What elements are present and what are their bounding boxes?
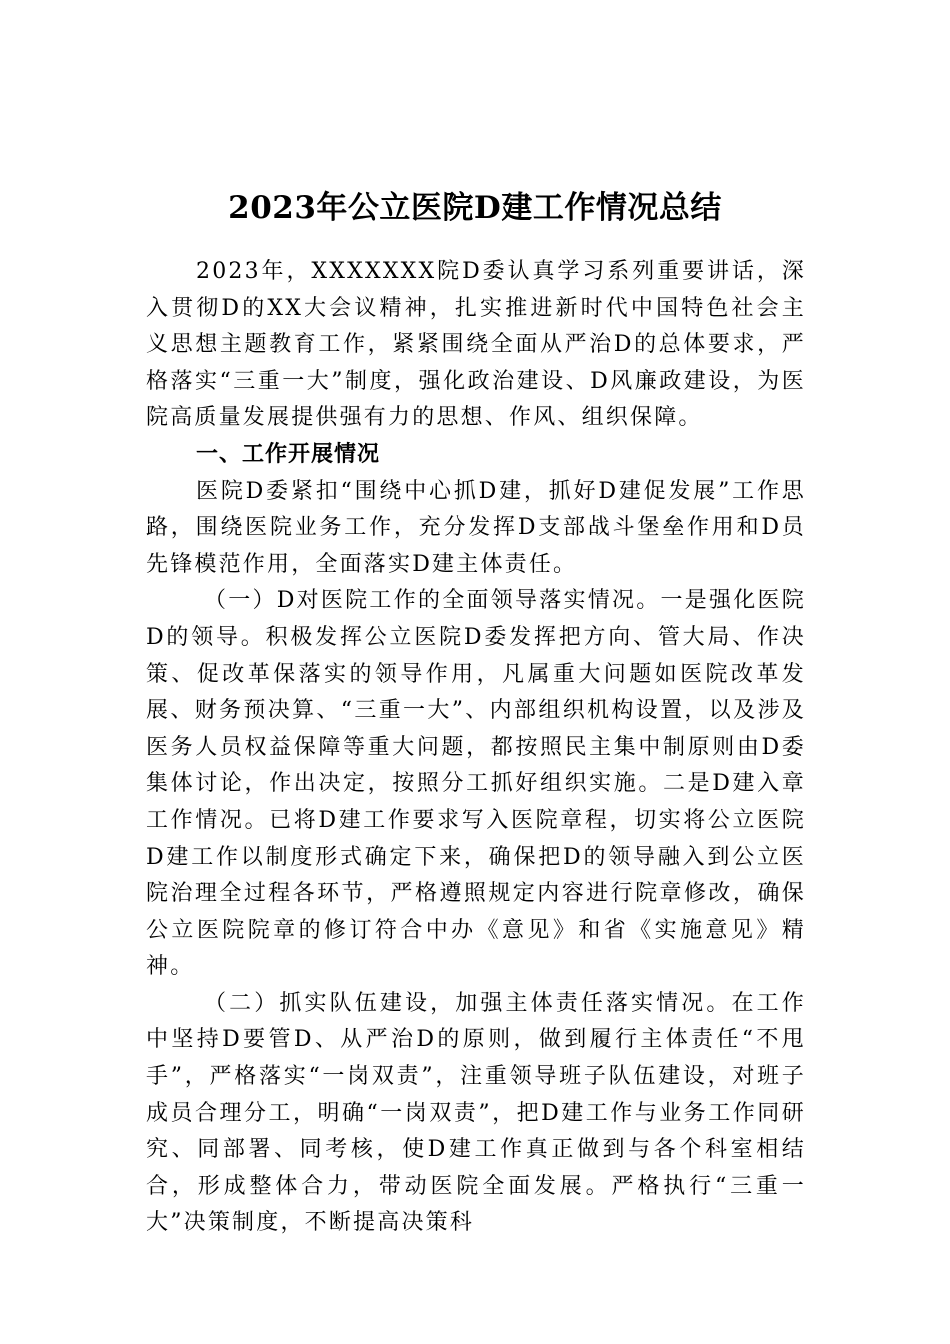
section-heading-work-progress: 一、工作开展情况	[196, 441, 381, 467]
section-intro-paragraph: 医院D委紧扣“围绕中心抓D建，抓好D建促发展”工作思路，围绕医院业务工作，充分发挥D支部战斗堡垒作用和D员先锋模范作用，全面落实D建主体责任。	[146, 478, 806, 577]
intro-paragraph: 2023年，XXXXXXX院D委认真学习系列重要讲话，深入贯彻D的XX大会议精神，扎实推进新时代中国特色社会主义思想主题教育工作，紧紧围绕全面从严治D的总体要求，严格落实“三重一大”制度，强化政治建设、D风廉政建设，为医院高质量发展提供强有力的思想、作风、组织保障。	[146, 259, 806, 431]
subsection-leadership-paragraph: （一）D对医院工作的全面领导落实情况。一是强化医院D的领导。积极发挥公立医院D委发挥把方向、管大局、作决策、促改革保落实的领导作用，凡属重大问题如医院改革发展、财务预决算、“三重一大”、内部组织机构设置，以及涉及医务人员权益保障等重大问题，都按照民主集中制原则由D委集体讨论，作出决定，按照分工抓好组织实施。二是D建入章工作情况。已将D建工作要求写入医院章程，切实将公立医院D建工作以制度形式确定下来，确保把D的领导融入到公立医院治理全过程各环节，严格遵照规定内容进行院章修改，确保公立医院院章的修订符合中办《意见》和省《实施意见》精神。	[146, 588, 806, 980]
document-body	[146, 254, 806, 1242]
document-title: 2023年公立医院D建工作情况总结	[228, 189, 722, 226]
subsection-team-building-paragraph: （二）抓实队伍建设，加强主体责任落实情况。在工作中坚持D要管D、从严治D的原则，做到履行主体责任“不甩手”，严格落实“一岗双责”，注重领导班子队伍建设，对班子成员合理分工，明确“一岗双责”，把D建工作与业务工作同研究、同部署、同考核，使D建工作真正做到与各个科室相结合，形成整体合力，带动医院全面发展。严格执行“三重一大”决策制度，不断提高决策科	[146, 990, 806, 1236]
